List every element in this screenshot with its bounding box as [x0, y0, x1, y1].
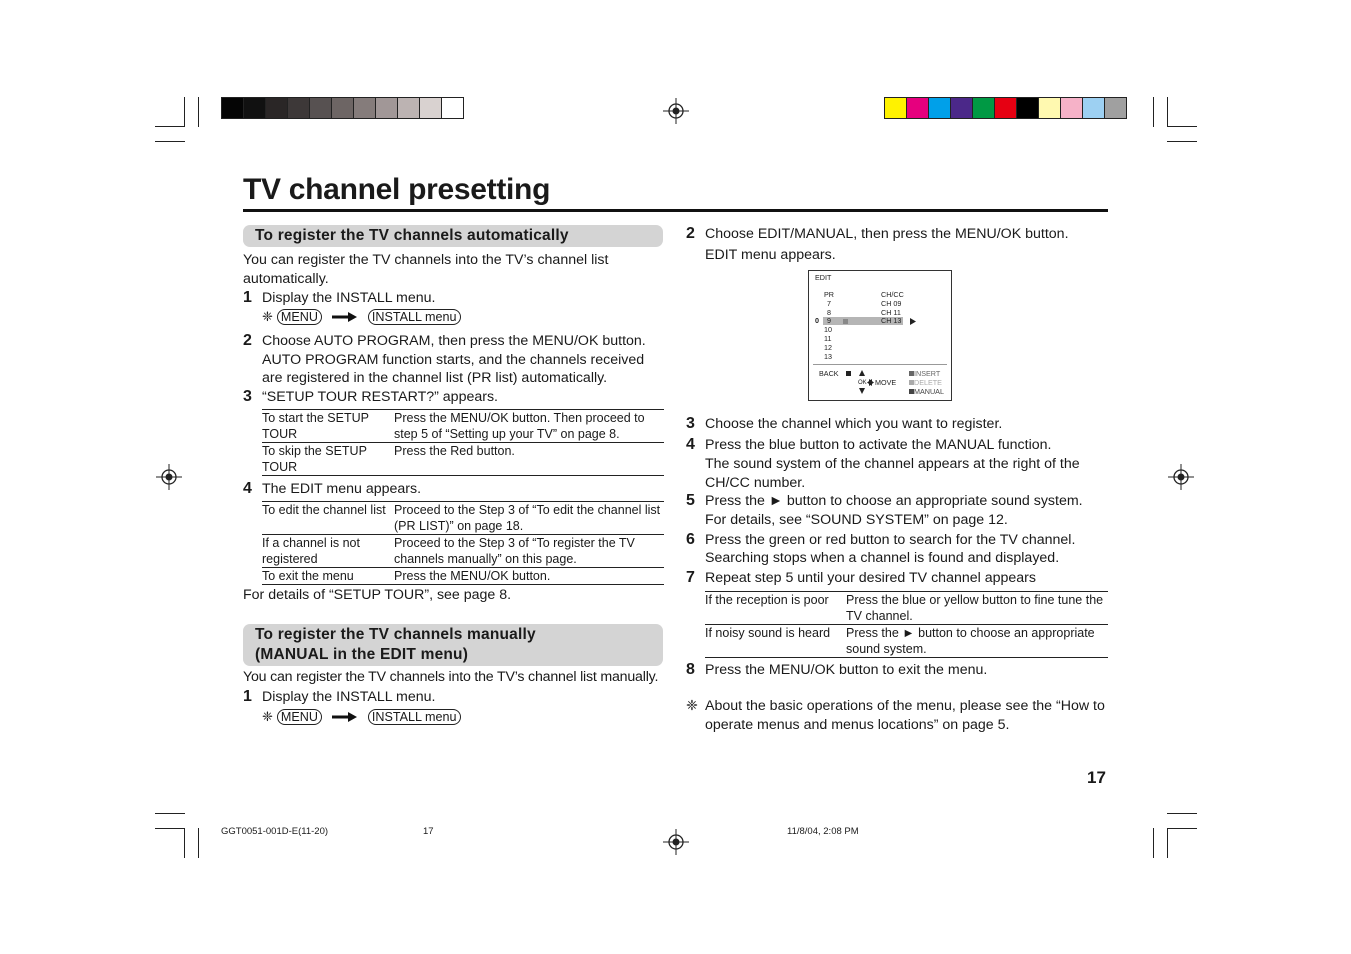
step-number: 4 — [686, 436, 695, 453]
pr-column-header: PR — [824, 290, 834, 299]
color-swatch — [354, 98, 376, 118]
color-swatch — [332, 98, 354, 118]
ch-number: CH 11 — [881, 307, 901, 317]
table-cell: Press the ► button to choose an appropriate sound system. — [846, 626, 1095, 656]
table-cell: Press the Red button. — [394, 444, 515, 458]
table-cell: Proceed to the Step 3 of “To edit the channel list (PR LIST)” on page 18. — [394, 503, 661, 533]
table-cell: To exit the menu — [262, 569, 354, 583]
back-label: BACK — [819, 369, 839, 378]
up-arrow-icon — [859, 370, 865, 376]
color-swatch — [442, 98, 463, 118]
chcc-column-header: CH/CC — [881, 290, 904, 299]
insert-label: INSERT — [914, 369, 941, 378]
color-swatch — [288, 98, 310, 118]
color-swatch — [222, 98, 244, 118]
ch-number: CH 09 — [881, 299, 902, 308]
page-number: 17 — [1087, 768, 1106, 787]
step-subtext: For details, see “SOUND SYSTEM” on page 12. — [705, 512, 1008, 528]
setup-tour-table — [262, 409, 664, 476]
step-subtext: EDIT menu appears. — [705, 247, 836, 263]
section-heading-line: To register the TV channels manually — [255, 626, 536, 643]
manual-label: MANUAL — [914, 387, 944, 396]
pr-number: 8 — [827, 307, 831, 317]
step-subtext: Searching stops when a channel is found and displayed. — [705, 550, 1060, 566]
pr-number: 11 — [824, 334, 832, 343]
step-text: Choose EDIT/MANUAL, then press the MENU/OK button. — [705, 226, 1069, 242]
color-swatch — [376, 98, 398, 118]
edit-menu-screen — [808, 270, 952, 401]
color-swatch — [995, 98, 1017, 118]
pr-number: 7 — [827, 299, 831, 308]
right-arrow-icon — [869, 379, 874, 386]
footer-page: 17 — [423, 826, 434, 837]
asterisk-icon: ❈ — [686, 698, 698, 714]
menu-path — [262, 708, 461, 727]
table-cell: Press the blue or yellow button to fine tune the TV channel. — [846, 593, 1104, 623]
grayscale-color-bar — [221, 97, 464, 119]
table-cell: If noisy sound is heard — [705, 626, 831, 640]
asterisk-icon: ❈ — [262, 309, 273, 324]
table-row — [262, 535, 664, 568]
note-text: About the basic operations of the menu, please see the “How to operate menus and menus locations” on page 5. — [705, 698, 1105, 733]
step-number: 2 — [243, 332, 252, 349]
delete-label: DELETE — [914, 378, 942, 387]
step-number: 3 — [686, 415, 695, 432]
step-number: 1 — [243, 688, 252, 705]
pr-number: 10 — [824, 325, 832, 334]
manual-intro: You can register the TV channels into the TV’s channel list manually. — [243, 669, 659, 685]
step-number: 4 — [243, 480, 252, 497]
screen-title: EDIT — [815, 273, 832, 282]
registration-mark-icon — [1168, 464, 1194, 490]
arrow-right-icon — [332, 711, 358, 723]
title-rule — [243, 209, 1108, 212]
step-text: Display the INSTALL menu. — [262, 290, 436, 306]
table-row — [262, 443, 664, 476]
step-number: 8 — [686, 661, 695, 678]
color-swatch — [244, 98, 266, 118]
install-menu-label: INSTALL menu — [368, 709, 461, 725]
color-swatch — [1083, 98, 1105, 118]
reception-table — [705, 591, 1108, 658]
step-number: 5 — [686, 492, 695, 509]
color-swatch — [310, 98, 332, 118]
step-text: The EDIT menu appears. — [262, 481, 422, 497]
table-cell: To start the SETUP TOUR — [262, 411, 369, 441]
table-cell: If the reception is poor — [705, 593, 829, 607]
table-cell: Proceed to the Step 3 of “To register the TV channels manually” on this page. — [394, 536, 635, 566]
menu-path — [262, 308, 461, 327]
step-number: 2 — [686, 225, 695, 242]
color-swatch — [1061, 98, 1083, 118]
pr-number: 13 — [824, 351, 832, 361]
table-row — [705, 625, 1108, 658]
step-text: Repeat step 5 until your desired TV channel appears — [705, 570, 1036, 586]
registration-mark-icon — [663, 98, 689, 124]
table-cell: To edit the channel list — [262, 503, 386, 517]
arrow-right-icon — [332, 311, 358, 323]
asterisk-icon: ❈ — [262, 709, 273, 724]
step-subtext: The sound system of the channel appears at the right of the CH/CC number. — [705, 456, 1080, 491]
move-label: MOVE — [875, 378, 897, 387]
step-text: Press the green or red button to search for the TV channel. — [705, 532, 1076, 548]
section-heading-manual — [243, 624, 663, 666]
color-swatch — [398, 98, 420, 118]
install-menu-label: INSTALL menu — [368, 309, 461, 325]
step-number: 3 — [243, 388, 252, 405]
table-cell: Press the MENU/OK button. — [394, 569, 551, 583]
process-color-bar — [884, 97, 1127, 119]
table-row — [262, 410, 664, 443]
ch-number: CH 13 — [881, 316, 902, 325]
step-text: Press the ► button to choose an appropriate sound system. — [705, 493, 1083, 509]
step-number: 1 — [243, 289, 252, 306]
table-cell: If a channel is not registered — [262, 536, 360, 566]
step-text: Press the blue button to activate the MANUAL function. — [705, 437, 1052, 453]
table-row — [262, 568, 664, 585]
pr-number: 9 — [827, 316, 831, 325]
color-swatch — [885, 98, 907, 118]
step-text: Choose the channel which you want to register. — [705, 416, 1003, 432]
step-number: 6 — [686, 531, 695, 548]
registration-mark-icon — [156, 464, 182, 490]
cursor-marker: 0 — [815, 316, 819, 325]
step-text: Display the INSTALL menu. — [262, 689, 436, 705]
table-cell: To skip the SETUP TOUR — [262, 444, 367, 474]
square-icon — [846, 371, 851, 376]
color-swatch — [951, 98, 973, 118]
table-row — [705, 592, 1108, 625]
setup-tour-details: For details of “SETUP TOUR”, see page 8. — [243, 587, 512, 603]
registration-mark-icon — [663, 829, 689, 855]
color-swatch — [907, 98, 929, 118]
square-icon — [843, 319, 848, 324]
color-swatch — [266, 98, 288, 118]
step-text: Press the MENU/OK button to exit the menu. — [705, 662, 988, 678]
step-number: 7 — [686, 569, 695, 586]
step-text: “SETUP TOUR RESTART?” appears. — [262, 389, 499, 405]
table-cell: Press the MENU/OK button. Then proceed to step 5 of “Setting up your TV” on page 8. — [394, 411, 645, 441]
footer-timestamp: 11/8/04, 2:08 PM — [787, 826, 859, 837]
edit-menu-table — [262, 501, 664, 585]
step-text: Choose AUTO PROGRAM, then press the MENU/OK button. AUTO PROGRAM function starts, and the channels received are registered in the channel list (PR list) automatically. — [262, 333, 646, 386]
pr-number: 12 — [824, 343, 832, 352]
down-arrow-icon — [859, 388, 865, 394]
color-swatch — [973, 98, 995, 118]
color-swatch — [929, 98, 951, 118]
color-swatch — [1039, 98, 1061, 118]
color-swatch — [1017, 98, 1039, 118]
section-heading-auto: To register the TV channels automatically — [243, 225, 663, 247]
page-title: TV channel presetting — [243, 173, 551, 206]
footer-code: GGT0051-001D-E(11-20) — [221, 826, 329, 837]
divider — [813, 364, 947, 365]
color-swatch — [1105, 98, 1126, 118]
section-heading-line: (MANUAL in the EDIT menu) — [255, 646, 469, 663]
auto-intro: You can register the TV channels into the TV’s channel list automatically. — [243, 252, 609, 287]
table-row — [262, 502, 664, 535]
ok-label: OK — [858, 380, 867, 386]
play-right-icon — [910, 318, 916, 325]
menu-key-label: MENU — [277, 309, 322, 325]
color-swatch — [420, 98, 442, 118]
menu-key-label: MENU — [277, 709, 322, 725]
